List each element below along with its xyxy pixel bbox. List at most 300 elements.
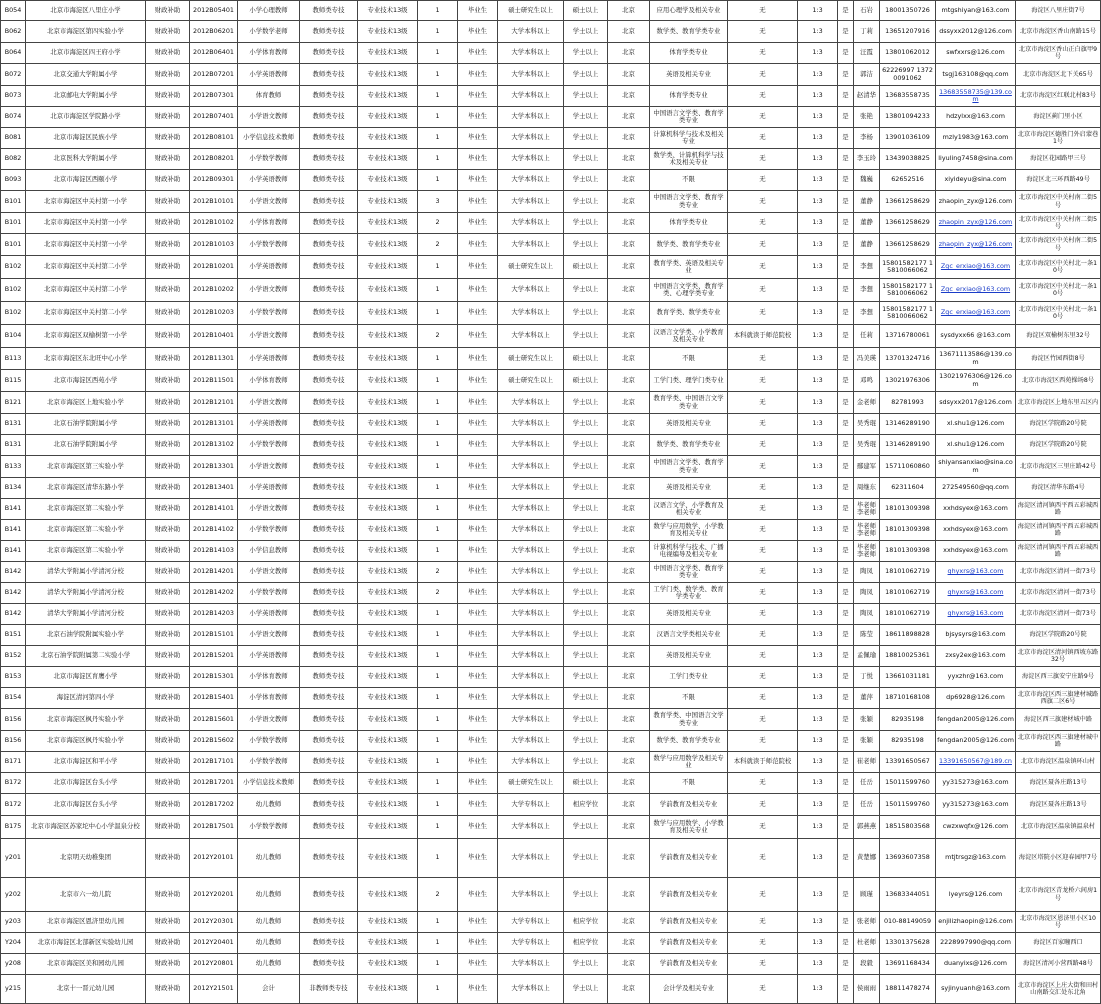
contact-person-cell: 董静 <box>854 213 880 234</box>
funding-type-cell: 财政补助 <box>146 499 190 520</box>
position-level-cell: 专业技术13级 <box>358 499 418 520</box>
post-code-cell: B062 <box>1 21 26 43</box>
post-code-cell: B102 <box>1 256 26 279</box>
funding-type-cell: 财政补助 <box>146 370 190 392</box>
funding-type-cell: 财政补助 <box>146 667 190 688</box>
position-name-cell: 小学信息教师 <box>238 541 300 562</box>
funding-type-cell: 财政补助 <box>146 435 190 456</box>
other-requirements-cell: 本科就读于师范院校 <box>728 752 798 773</box>
table-row <box>1 414 1101 435</box>
email-cell[interactable]: 13391650567@189.cn <box>936 752 1016 773</box>
applicant-type-cell: 毕业生 <box>458 213 498 234</box>
position-category-cell: 非教师类专技 <box>300 975 358 1004</box>
position-category-cell: 教师类专技 <box>300 370 358 392</box>
position-level-cell: 专业技术13级 <box>358 279 418 302</box>
funding-type-cell: 财政补助 <box>146 625 190 646</box>
hiring-count-cell: 1 <box>418 414 458 435</box>
email-cell[interactable]: Zgc_erxiao@163.com <box>936 256 1016 279</box>
education-cell: 大学本科以上 <box>498 279 564 302</box>
position-code-cell: 2012B14203 <box>190 604 238 625</box>
unit-name-cell: 北京市海淀区中关村第一小学 <box>26 191 146 213</box>
post-code-cell: B101 <box>1 213 26 234</box>
exam-ratio-cell: 1:3 <box>798 478 838 499</box>
table-row <box>1 499 1101 520</box>
household-cell: 北京 <box>608 912 650 933</box>
position-code-cell: 2012B10201 <box>190 256 238 279</box>
email-cell[interactable]: 13683558735@139.com <box>936 86 1016 107</box>
address-cell: 北京市海淀区香山南路15号 <box>1016 21 1101 43</box>
major-cell: 中国语言文学类、教育学类专业 <box>650 191 728 213</box>
education-cell: 硕士研究生以上 <box>498 773 564 794</box>
position-code-cell: 2012Y20301 <box>190 912 238 933</box>
position-name-cell: 小学数学教师 <box>238 752 300 773</box>
applicant-type-cell: 毕业生 <box>458 279 498 302</box>
position-name-cell: 小学体育教师 <box>238 43 300 64</box>
email-cell[interactable]: Zgc_erxiao@163.com <box>936 279 1016 302</box>
funding-type-cell: 财政补助 <box>146 794 190 816</box>
major-cell: 英语及相关专业 <box>650 414 728 435</box>
email-cell: mzly1983@163.com <box>936 128 1016 149</box>
other-requirements-cell: 无 <box>728 128 798 149</box>
position-code-cell: 2012B14103 <box>190 541 238 562</box>
phone-cell: 13651207916 <box>880 21 936 43</box>
position-level-cell: 专业技术13级 <box>358 794 418 816</box>
degree-cell: 学士以上 <box>564 302 608 325</box>
position-level-cell: 专业技术13级 <box>358 234 418 256</box>
unit-name-cell: 北京市六一幼儿院 <box>26 878 146 912</box>
email-cell: mtgshiyan@163.com <box>936 1 1016 21</box>
position-name-cell: 幼儿教师 <box>238 912 300 933</box>
applicant-type-cell: 毕业生 <box>458 646 498 667</box>
table-row <box>1 256 1101 279</box>
email-cell: xxhdsyex@163.com <box>936 499 1016 520</box>
position-name-cell: 幼儿教师 <box>238 954 300 975</box>
address-cell: 北京市海淀区清河镇西坡东路32号 <box>1016 646 1101 667</box>
position-level-cell: 专业技术13级 <box>358 604 418 625</box>
hiring-count-cell: 1 <box>418 933 458 954</box>
applicant-type-cell: 毕业生 <box>458 107 498 128</box>
position-level-cell: 专业技术13级 <box>358 170 418 191</box>
position-level-cell: 专业技术13级 <box>358 773 418 794</box>
other-requirements-cell: 无 <box>728 302 798 325</box>
education-cell: 大学本科以上 <box>498 456 564 478</box>
position-code-cell: 2012B13101 <box>190 414 238 435</box>
exam-ratio-cell: 1:3 <box>798 816 838 839</box>
table-row <box>1 191 1101 213</box>
household-cell: 北京 <box>608 583 650 604</box>
education-cell: 大学本科以上 <box>498 562 564 583</box>
education-cell: 大学本科以上 <box>498 709 564 731</box>
hiring-count-cell: 1 <box>418 86 458 107</box>
education-cell: 硕士研究生以上 <box>498 370 564 392</box>
education-cell: 大学本科以上 <box>498 43 564 64</box>
email-cell[interactable]: Zgc_erxiao@163.com <box>936 302 1016 325</box>
exam-ratio-cell: 1:3 <box>798 392 838 414</box>
post-code-cell: B054 <box>1 1 26 21</box>
funding-type-cell: 财政补助 <box>146 604 190 625</box>
address-cell: 海淀区聂各庄路13号 <box>1016 794 1101 816</box>
email-cell[interactable]: zhaopin_zyx@126.com <box>936 234 1016 256</box>
position-level-cell: 专业技术13级 <box>358 954 418 975</box>
hiring-count-cell: 1 <box>418 667 458 688</box>
written-exam-cell: 是 <box>838 794 854 816</box>
position-category-cell: 教师类专技 <box>300 149 358 170</box>
other-requirements-cell: 无 <box>728 392 798 414</box>
unit-name-cell: 北京市海淀区枫丹实验小学 <box>26 709 146 731</box>
written-exam-cell: 是 <box>838 604 854 625</box>
household-cell: 北京 <box>608 86 650 107</box>
position-name-cell: 会计 <box>238 975 300 1004</box>
hiring-count-cell: 3 <box>418 191 458 213</box>
table-row <box>1 234 1101 256</box>
written-exam-cell: 是 <box>838 370 854 392</box>
position-name-cell: 小学数学教师 <box>238 302 300 325</box>
degree-cell: 学士以上 <box>564 625 608 646</box>
funding-type-cell: 财政补助 <box>146 392 190 414</box>
post-code-cell: B156 <box>1 709 26 731</box>
position-code-cell: 2012B14201 <box>190 562 238 583</box>
written-exam-cell: 是 <box>838 128 854 149</box>
applicant-type-cell: 毕业生 <box>458 499 498 520</box>
unit-name-cell: 北京市海淀区民族小学 <box>26 128 146 149</box>
education-cell: 大学本科以上 <box>498 583 564 604</box>
position-category-cell: 教师类专技 <box>300 912 358 933</box>
education-cell: 大学本科以上 <box>498 435 564 456</box>
degree-cell: 硕士以上 <box>564 1 608 21</box>
other-requirements-cell: 无 <box>728 64 798 86</box>
funding-type-cell: 财政补助 <box>146 520 190 541</box>
written-exam-cell: 是 <box>838 43 854 64</box>
exam-ratio-cell: 1:3 <box>798 170 838 191</box>
hiring-count-cell: 1 <box>418 435 458 456</box>
other-requirements-cell: 无 <box>728 43 798 64</box>
unit-name-cell: 北京市海淀区双榆树第一小学 <box>26 325 146 348</box>
written-exam-cell: 是 <box>838 456 854 478</box>
household-cell: 北京 <box>608 816 650 839</box>
post-code-cell: B113 <box>1 348 26 370</box>
household-cell: 北京 <box>608 370 650 392</box>
unit-name-cell: 北京市海淀区台头小学 <box>26 773 146 794</box>
unit-name-cell: 北京市海淀区西苑小学 <box>26 370 146 392</box>
position-level-cell: 专业技术13级 <box>358 478 418 499</box>
email-cell[interactable]: zhaopin_zyx@126.com <box>936 213 1016 234</box>
education-cell: 硕士研究生以上 <box>498 348 564 370</box>
applicant-type-cell: 毕业生 <box>458 794 498 816</box>
degree-cell: 学士以上 <box>564 279 608 302</box>
address-cell: 北京市海淀区香山正白旗甲9号 <box>1016 43 1101 64</box>
position-code-cell: 2012B13401 <box>190 478 238 499</box>
degree-cell: 学士以上 <box>564 583 608 604</box>
position-code-cell: 2012B10103 <box>190 234 238 256</box>
address-cell: 北京市海淀区青龙桥六间房1号 <box>1016 878 1101 912</box>
household-cell: 北京 <box>608 562 650 583</box>
exam-ratio-cell: 1:3 <box>798 21 838 43</box>
applicant-type-cell: 毕业生 <box>458 625 498 646</box>
funding-type-cell: 财政补助 <box>146 688 190 709</box>
post-code-cell: B131 <box>1 414 26 435</box>
email-cell: 2228997990@qq.com <box>936 933 1016 954</box>
unit-name-cell: 北京市海淀区四王府小学 <box>26 43 146 64</box>
written-exam-cell: 是 <box>838 878 854 912</box>
phone-cell: 15011599760 <box>880 794 936 816</box>
position-level-cell: 专业技术13级 <box>358 520 418 541</box>
position-code-cell: 2012B15602 <box>190 731 238 752</box>
unit-name-cell: 北京十一晋元幼儿园 <box>26 975 146 1004</box>
contact-person-cell: 崔老师 <box>854 752 880 773</box>
address-cell: 北京市海淀区上庄大街和田村山南路交汇处东北角 <box>1016 975 1101 1004</box>
address-cell: 北京市海淀区中关村南二街5号 <box>1016 213 1101 234</box>
position-category-cell: 教师类专技 <box>300 478 358 499</box>
position-code-cell: 2012B08201 <box>190 149 238 170</box>
email-cell: liyuling7458@sina.com <box>936 149 1016 170</box>
household-cell: 北京 <box>608 878 650 912</box>
position-code-cell: 2012Y20801 <box>190 954 238 975</box>
phone-cell: 82935198 <box>880 731 936 752</box>
funding-type-cell: 财政补助 <box>146 562 190 583</box>
position-name-cell: 小学数学教师 <box>238 435 300 456</box>
applicant-type-cell: 毕业生 <box>458 752 498 773</box>
position-level-cell: 专业技术13级 <box>358 625 418 646</box>
email-cell: mtjtrsgz@163.com <box>936 839 1016 878</box>
position-level-cell: 专业技术13级 <box>358 370 418 392</box>
exam-ratio-cell: 1:3 <box>798 128 838 149</box>
household-cell: 北京 <box>608 478 650 499</box>
exam-ratio-cell: 1:3 <box>798 149 838 170</box>
education-cell: 大学专科以上 <box>498 912 564 933</box>
contact-person-cell: 张老师 <box>854 912 880 933</box>
position-name-cell: 小学数学教师 <box>238 816 300 839</box>
unit-name-cell: 北京市海淀区中关村第二小学 <box>26 302 146 325</box>
applicant-type-cell: 毕业生 <box>458 392 498 414</box>
table-row <box>1 583 1101 604</box>
exam-ratio-cell: 1:3 <box>798 86 838 107</box>
education-cell: 大学本科以上 <box>498 392 564 414</box>
position-level-cell: 专业技术13级 <box>358 562 418 583</box>
household-cell: 北京 <box>608 975 650 1004</box>
applicant-type-cell: 毕业生 <box>458 667 498 688</box>
degree-cell: 学士以上 <box>564 149 608 170</box>
household-cell: 北京 <box>608 279 650 302</box>
post-code-cell: B074 <box>1 107 26 128</box>
other-requirements-cell: 无 <box>728 499 798 520</box>
applicant-type-cell: 毕业生 <box>458 816 498 839</box>
education-cell: 大学本科以上 <box>498 21 564 43</box>
position-level-cell: 专业技术13级 <box>358 325 418 348</box>
position-code-cell: 2012B17101 <box>190 752 238 773</box>
address-cell: 海淀区双榆树东里32号 <box>1016 325 1101 348</box>
household-cell: 北京 <box>608 794 650 816</box>
degree-cell: 学士以上 <box>564 325 608 348</box>
position-level-cell: 专业技术13级 <box>358 348 418 370</box>
post-code-cell: B131 <box>1 435 26 456</box>
phone-cell: 62226997 13720091062 <box>880 64 936 86</box>
post-code-cell: B141 <box>1 499 26 520</box>
post-code-cell: B141 <box>1 520 26 541</box>
hiring-count-cell: 1 <box>418 348 458 370</box>
contact-person-cell: 孟佩瑜 <box>854 646 880 667</box>
position-name-cell: 小学数学教师 <box>238 234 300 256</box>
position-level-cell: 专业技术13级 <box>358 1 418 21</box>
degree-cell: 学士以上 <box>564 456 608 478</box>
hiring-count-cell: 1 <box>418 625 458 646</box>
email-cell: xiyideyu@sina.com <box>936 170 1016 191</box>
unit-name-cell: 北京市海淀区东北旺中心小学 <box>26 348 146 370</box>
funding-type-cell: 财政补助 <box>146 646 190 667</box>
position-level-cell: 专业技术13级 <box>358 912 418 933</box>
exam-ratio-cell: 1:3 <box>798 370 838 392</box>
position-code-cell: 2012B06401 <box>190 43 238 64</box>
contact-person-cell: 魏巍 <box>854 170 880 191</box>
major-cell: 数学与应用数学及相关专业 <box>650 752 728 773</box>
phone-cell: 13716780061 <box>880 325 936 348</box>
address-cell: 海淀区百家疃西口 <box>1016 933 1101 954</box>
applicant-type-cell: 毕业生 <box>458 878 498 912</box>
household-cell: 北京 <box>608 128 650 149</box>
position-level-cell: 专业技术13级 <box>358 64 418 86</box>
other-requirements-cell: 无 <box>728 21 798 43</box>
written-exam-cell: 是 <box>838 302 854 325</box>
funding-type-cell: 财政补助 <box>146 731 190 752</box>
exam-ratio-cell: 1:3 <box>798 878 838 912</box>
position-name-cell: 幼儿教师 <box>238 933 300 954</box>
household-cell: 北京 <box>608 604 650 625</box>
other-requirements-cell: 本科就读于师范院校 <box>728 325 798 348</box>
phone-cell: 15801582177 15810066062 <box>880 302 936 325</box>
household-cell: 北京 <box>608 302 650 325</box>
household-cell: 北京 <box>608 625 650 646</box>
phone-cell: 13391650567 <box>880 752 936 773</box>
email-cell: xxhdsyex@163.com <box>936 541 1016 562</box>
contact-person-cell: 丁悦 <box>854 667 880 688</box>
contact-person-cell: 任岳 <box>854 773 880 794</box>
degree-cell: 学士以上 <box>564 562 608 583</box>
education-cell: 大学本科以上 <box>498 839 564 878</box>
phone-cell: 010-88149059 <box>880 912 936 933</box>
education-cell: 大学本科以上 <box>498 816 564 839</box>
hiring-count-cell: 2 <box>418 325 458 348</box>
exam-ratio-cell: 1:3 <box>798 773 838 794</box>
exam-ratio-cell: 1:3 <box>798 499 838 520</box>
other-requirements-cell: 无 <box>728 414 798 435</box>
position-level-cell: 专业技术13级 <box>358 646 418 667</box>
major-cell: 汉语言文学类相关专业 <box>650 625 728 646</box>
table-row <box>1 456 1101 478</box>
position-level-cell: 专业技术13级 <box>358 541 418 562</box>
position-category-cell: 教师类专技 <box>300 21 358 43</box>
position-level-cell: 专业技术13级 <box>358 128 418 149</box>
degree-cell: 学士以上 <box>564 191 608 213</box>
address-cell: 海淀区清河镇西平西五彩城西路 <box>1016 499 1101 520</box>
phone-cell: 13801062012 <box>880 43 936 64</box>
funding-type-cell: 财政补助 <box>146 128 190 149</box>
position-level-cell: 专业技术13级 <box>358 43 418 64</box>
funding-type-cell: 财政补助 <box>146 752 190 773</box>
email-cell[interactable]: qhyxrs@163.com <box>936 583 1016 604</box>
position-name-cell: 小学数学教师 <box>238 731 300 752</box>
email-cell[interactable]: qhyxrs@163.com <box>936 604 1016 625</box>
degree-cell: 学士以上 <box>564 234 608 256</box>
applicant-type-cell: 毕业生 <box>458 731 498 752</box>
contact-person-cell: 陶凤 <box>854 583 880 604</box>
phone-cell: 15801582177 15810066062 <box>880 256 936 279</box>
position-code-cell: 2012B09301 <box>190 170 238 191</box>
email-cell: syjinyuanh@163.com <box>936 975 1016 1004</box>
address-cell: 海淀区学院路20号院 <box>1016 414 1101 435</box>
major-cell: 工学门类专业 <box>650 667 728 688</box>
written-exam-cell: 是 <box>838 816 854 839</box>
funding-type-cell: 财政补助 <box>146 302 190 325</box>
written-exam-cell: 是 <box>838 86 854 107</box>
address-cell: 北京市海淀区温泉镇温泉村 <box>1016 816 1101 839</box>
funding-type-cell: 财政补助 <box>146 878 190 912</box>
other-requirements-cell: 无 <box>728 667 798 688</box>
position-category-cell: 教师类专技 <box>300 302 358 325</box>
phone-cell: 13801094233 <box>880 107 936 128</box>
funding-type-cell: 财政补助 <box>146 191 190 213</box>
applicant-type-cell: 毕业生 <box>458 170 498 191</box>
exam-ratio-cell: 1:3 <box>798 839 838 878</box>
other-requirements-cell: 无 <box>728 234 798 256</box>
applicant-type-cell: 毕业生 <box>458 520 498 541</box>
funding-type-cell: 财政补助 <box>146 107 190 128</box>
address-cell: 北京市海淀区西三旗建材城路西旗二区6号 <box>1016 688 1101 709</box>
degree-cell: 学士以上 <box>564 435 608 456</box>
position-level-cell: 专业技术13级 <box>358 149 418 170</box>
hiring-count-cell: 1 <box>418 64 458 86</box>
education-cell: 大学专科以上 <box>498 933 564 954</box>
address-cell: 北京市海淀区温泉镇环山村 <box>1016 752 1101 773</box>
major-cell: 体育学类专业 <box>650 86 728 107</box>
degree-cell: 学士以上 <box>564 86 608 107</box>
degree-cell: 学士以上 <box>564 478 608 499</box>
funding-type-cell: 财政补助 <box>146 456 190 478</box>
applicant-type-cell: 毕业生 <box>458 583 498 604</box>
written-exam-cell: 是 <box>838 64 854 86</box>
unit-name-cell: 北京石油学院附属小学 <box>26 414 146 435</box>
address-cell: 北京市海淀区中关村北一条10号 <box>1016 302 1101 325</box>
education-cell: 硕士研究生以上 <box>498 256 564 279</box>
degree-cell: 硕士以上 <box>564 773 608 794</box>
degree-cell: 学士以上 <box>564 170 608 191</box>
position-code-cell: 2012Y20201 <box>190 878 238 912</box>
exam-ratio-cell: 1:3 <box>798 794 838 816</box>
household-cell: 北京 <box>608 234 650 256</box>
major-cell: 汉语言文学、小学教育及相关专业 <box>650 499 728 520</box>
education-cell: 大学本科以上 <box>498 107 564 128</box>
position-category-cell: 教师类专技 <box>300 878 358 912</box>
exam-ratio-cell: 1:3 <box>798 688 838 709</box>
major-cell: 教育学类、数学类专业 <box>650 302 728 325</box>
applicant-type-cell: 毕业生 <box>458 191 498 213</box>
email-cell[interactable]: qhyxrs@163.com <box>936 562 1016 583</box>
education-cell: 大学本科以上 <box>498 213 564 234</box>
table-row <box>1 839 1101 878</box>
written-exam-cell: 是 <box>838 170 854 191</box>
unit-name-cell: 北京市海淀区八里庄小学 <box>26 1 146 21</box>
funding-type-cell: 财政补助 <box>146 325 190 348</box>
written-exam-cell: 是 <box>838 478 854 499</box>
education-cell: 大学本科以上 <box>498 667 564 688</box>
household-cell: 北京 <box>608 149 650 170</box>
position-level-cell: 专业技术13级 <box>358 392 418 414</box>
position-code-cell: 2012B07401 <box>190 107 238 128</box>
table-row <box>1 348 1101 370</box>
email-cell: lyeyrs@126.com <box>936 878 1016 912</box>
unit-name-cell: 北京市海淀区清华东路小学 <box>26 478 146 499</box>
degree-cell: 学士以上 <box>564 499 608 520</box>
post-code-cell: B101 <box>1 234 26 256</box>
address-cell: 北京市海淀区上地东里五区内 <box>1016 392 1101 414</box>
